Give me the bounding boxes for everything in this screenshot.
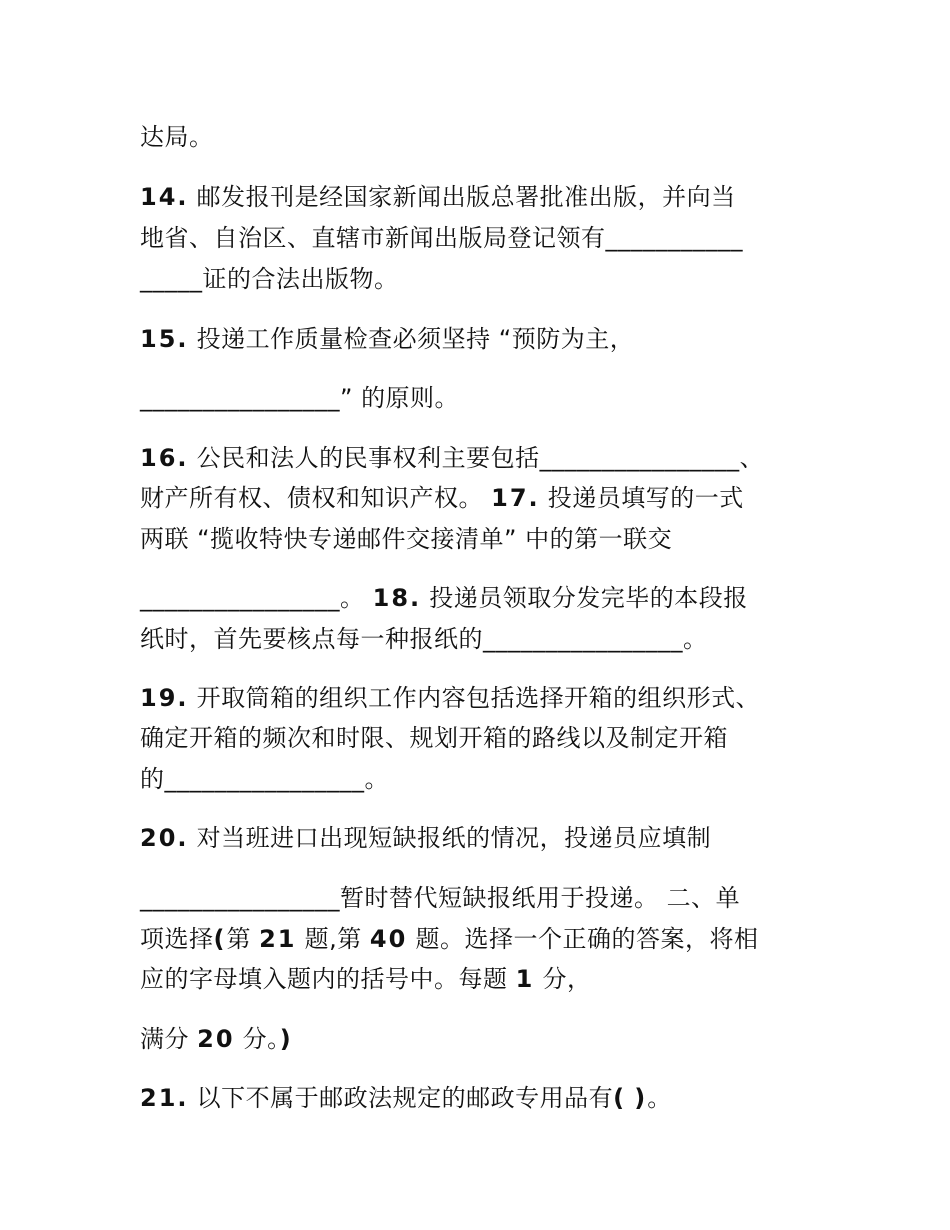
question-20-line-2: ________________暂时替代短缺报纸用于投递。 二、单 bbox=[140, 884, 741, 912]
bold-number: 20. bbox=[140, 824, 189, 852]
bold-number: 1 bbox=[515, 965, 535, 993]
question-19-line-3: 的________________。 bbox=[140, 765, 389, 793]
question-17-line-2: 两联 “揽收特快专递邮件交接清单” 中的第一联交 bbox=[140, 525, 673, 553]
bold-number: 19. bbox=[140, 684, 189, 712]
bold-number: 21 bbox=[259, 925, 297, 953]
bold-number: 17. bbox=[491, 484, 540, 512]
question-19-line-1: 19. 开取筒箱的组织工作内容包括选择开箱的组织形式、 bbox=[140, 684, 761, 712]
text-line-1: 达局。 bbox=[140, 123, 214, 151]
bold-number: 21. bbox=[140, 1084, 189, 1112]
bold-number: 15. bbox=[140, 325, 189, 353]
bold-number: ) bbox=[634, 1084, 648, 1112]
bold-number: 18. bbox=[372, 584, 422, 612]
bold-number: 40 bbox=[369, 925, 408, 953]
section-two-instructions-line-3: 满分 20 分。) bbox=[140, 1025, 293, 1053]
question-14-line-2: 地省、自治区、直辖市新闻出版局登记领有___________ bbox=[140, 224, 743, 252]
section-two-instructions-line-2: 应的字母填入题内的括号中。每题 1 分， bbox=[140, 965, 592, 993]
question-21-line-1: 21. 以下不属于邮政法规定的邮政专用品有( )。 bbox=[140, 1084, 672, 1112]
bold-number: ( bbox=[213, 925, 227, 953]
question-15-line-1: 15. 投递工作质量检查必须坚持 “预防为主， bbox=[140, 325, 635, 353]
bold-number: ( bbox=[613, 1084, 627, 1112]
question-14-line-1: 14. 邮发报刊是经国家新闻出版总署批准出版，并向当 bbox=[140, 183, 736, 211]
question-19-line-2: 确定开箱的频次和时限、规划开箱的路线以及制定开箱 bbox=[140, 724, 728, 752]
question-20-line-1: 20. 对当班进口出现短缺报纸的情况，投递员应填制 bbox=[140, 824, 712, 852]
question-18-line-2: 纸时，首先要核点每一种报纸的________________。 bbox=[140, 625, 708, 653]
bold-number: 20 bbox=[197, 1025, 235, 1053]
question-16-line-1: 16. 公民和法人的民事权利主要包括________________、 bbox=[140, 444, 765, 472]
bold-number: 16. bbox=[140, 444, 189, 472]
section-two-instructions-line-1: 项选择(第 21 题,第 40 题。选择一个正确的答案，将相 bbox=[140, 925, 759, 953]
question-14-line-3: _____证的合法出版物。 bbox=[140, 265, 399, 293]
bold-number: 14. bbox=[140, 183, 189, 211]
question-17-18-line: ________________。 18. 投递员领取分发完毕的本段报 bbox=[140, 584, 748, 612]
bold-number: ) bbox=[279, 1025, 293, 1053]
question-15-line-2: ________________” 的原则。 bbox=[140, 384, 460, 412]
question-16-17-line: 财产所有权、债权和知识产权。 17. 投递员填写的一式 bbox=[140, 484, 744, 512]
